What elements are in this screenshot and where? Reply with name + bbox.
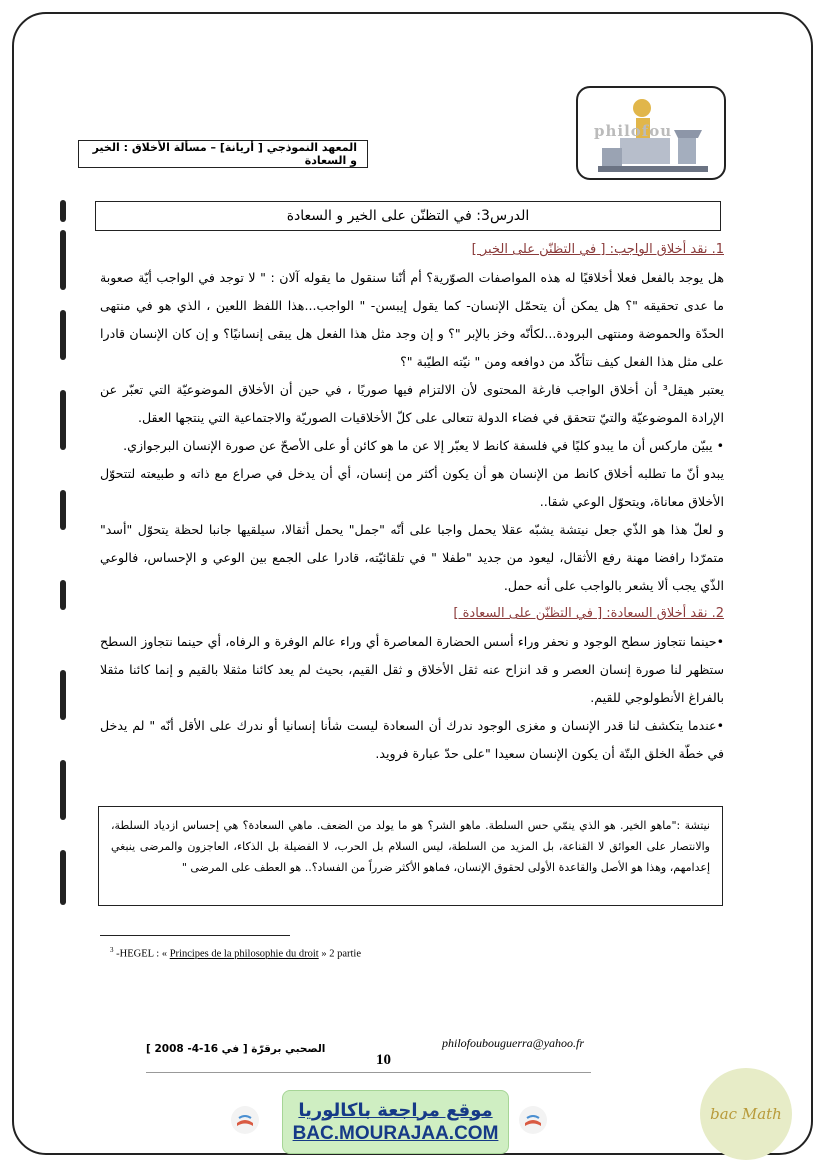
page-number: 10 [376, 1052, 391, 1068]
footer-divider [146, 1072, 591, 1073]
course-title: المعهد النموذجي [ أريانة] – مسألة الأخلاق : الخير و السعادة [92, 141, 357, 167]
section-heading-2: 2. نقد أخلاق السعادة: [ في التظنّن على السعادة ] [453, 606, 724, 621]
paragraph-3: • يبيّن ماركس أن ما يبدو كليًا في فلسفة كانط لا يعبّر إلا عن ما هو كائن أو على الأصحّ عن صورة الإنسان البرجوازي. [123, 438, 724, 453]
banner-arabic-text[interactable]: موقع مراجعة باكالوريا [298, 1099, 493, 1121]
bac-math-watermark [700, 1068, 792, 1160]
philofou-logo [576, 86, 726, 180]
footnote-suffix: » 2 partie [318, 948, 361, 960]
main-content [100, 236, 724, 768]
footer-email: philofoubouguerra@yahoo.fr [442, 1036, 585, 1050]
logo-text: philofou [594, 122, 673, 140]
footer-author: الصحبي برقرّة [ في 16-4- 2008 ] [146, 1043, 326, 1055]
footnote-divider [100, 935, 290, 936]
paragraph-2: يعتبر هيقل³ أن أخلاق الواجب فارغة المحتوى لأن الالتزام فيها صوريًا ، في حين أن الأخلاق الموضوعيّة التي تعبّر عن الإرادة الموضوعيّة والتيّ تتحقق في فضاء الدولة تتعالى على كلّ الأخلاقيات الصوريّة والاجتماعية التي ينتجها العقل. [100, 382, 724, 425]
footnote-number: 3 [110, 946, 114, 954]
course-header [78, 140, 368, 168]
book-logo-icon [518, 1105, 548, 1135]
nietzsche-quote: نيتشة :"ماهو الخير. هو الذي ينمّي حس السلطة. ماهو الشر؟ هو ما يولد من الضعف. ماهي السعادة؟ هي إحساس ازدياد السلطة، والانتصار على العوائق لا القناعة، بل المزيد من السلطة، ليس السلام بل الحرب، لا الفضيلة بل الذكاء، العاجزون والمرضى ينبغي إعدامهم، وهذا هو الأصل والقاعدة الأولى لحقوق الإنسان، فماهو الأكثر ضرراً من الفساد؟.. هو العطف على المرضى " [98, 806, 723, 906]
decorative-side-strokes [42, 200, 82, 920]
paragraph-7: •عندما يتكشف لنا قدر الإنسان و مغزى الوجود ندرك أن السعادة ليست شأنا إنسانيا أو ندرك على الأقل أنّه " لم يدخل في خطّة الخلق البتّة أن يكون الإنسان سعيدا "على حدّ عبارة فرويد. [100, 718, 724, 761]
footnote [110, 946, 361, 960]
lesson-title: الدرس3: في التظنّن على الخير و السعادة [286, 208, 530, 224]
bac-mourajaa-banner[interactable] [282, 1090, 509, 1154]
lesson-title-box [95, 201, 721, 231]
banner-url-link[interactable]: BAC.MOURAJAA.COM [292, 1122, 499, 1144]
paragraph-1: هل يوجد بالفعل فعلا أخلاقيًا له هذه المواصفات الصوّرية؟ أم أنّنا سنقول ما يقوله آلان : " لا توجد في الواجب أيّة صعوبة ما عدى تحقيقه "؟ هل يمكن أن يتحمّل الإنسان- كما يقول إيبسن- " الواجب...هذا اللفظ اللعين ، الذي هو في منتهى الحدّة والحموضة ومنتهى البرودة...لكأنّه وخز بالإبر "؟ و إن وجد مثل هذا الفعل هل يبقى إنسانيًا؟ و إن كان الإنسان قادرا على مثل هذا الفعل كيف نتأكّد من دوافعه ومن " نيّته الطيّبة "؟ [100, 270, 724, 369]
paragraph-5: و لعلّ هذا هو الذّي جعل نيتشة يشبّه عقلا يحمل واجبا على أنّه "جمل" يحمل أثقالا، سيلقيها جانبا لحظة يتحوّل "أسد" متمرّدا رافضا مهنة رفع الأثقال، ليعود من جديد "طفلا " في تلقائيّته، قادرا على الجمع بين الوعي و الإحساس، فالوعي الذّي يجب ألا يشعر بالواجب على أنه حمل. [100, 522, 724, 593]
watermark-text: bac Math [710, 1105, 782, 1123]
book-logo-icon [230, 1105, 260, 1135]
footnote-title: Principes de la philosophie du droit [169, 948, 319, 960]
paragraph-4: يبدو أنّ ما تطلبه أخلاق كانط من الإنسان هو أن يكون أكثر من إنسان، أي أن يدخل في صراع مع ذاته و طبيعته لتتحوّل الأخلاق معاناة، ويتحوّل الوعي شقا.. [100, 466, 724, 509]
footnote-prefix: -HEGEL : « [113, 948, 170, 960]
section-heading-1: 1. نقد أخلاق الواجب: [ في التظنّن على الخير ] [471, 242, 724, 257]
paragraph-6: •حينما نتجاوز سطح الوجود و نحفر وراء أسس الحضارة المعاصرة أي وراء عالم الوفرة و الرفاه، أي حينما نتجاوز السطح ستظهر لنا صورة إنسان العصر و قد انزاح عنه ثقل الأخلاق و ثقل القيم، بحيث لم يعد كائنا مثقلا بالقيم و إنما كائنا مثقلا بالفراغ الأنطولوجي للقيم. [100, 634, 724, 705]
